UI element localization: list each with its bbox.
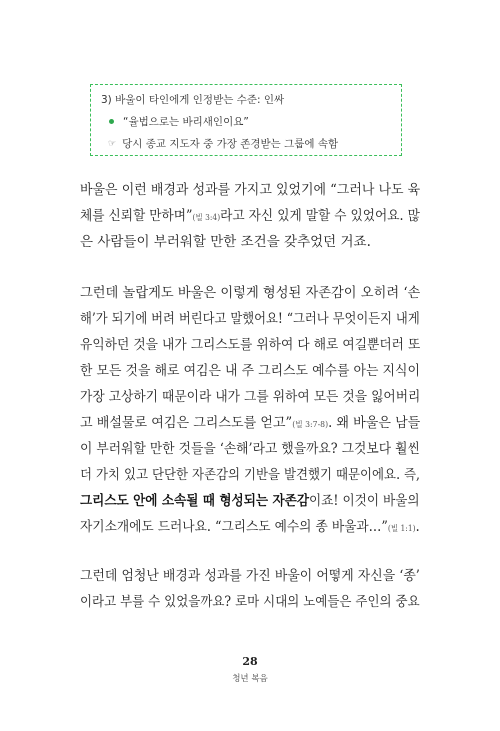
text-line: 이라고 부를 수 있었을까요? 로마 시대의 노예들은 주인의 중요 [80, 594, 420, 610]
text-line: 체를 신뢰할 만하며”(빌 3:4)라고 자신 있게 말할 수 있었어요. 많 [80, 208, 420, 224]
text-line: 고 배설물로 여김은 그리스도를 얻고”(빌 3:7-8). 왜 바울은 남들 [80, 415, 421, 431]
text-line: 자기소개에도 드러나요. “그리스도 예수의 종 바울과…”(빌 1:1). [80, 519, 420, 535]
text-line: 바울은 이런 배경과 성과를 가지고 있었기에 “그러나 나도 육 [80, 182, 421, 198]
green-bullet-icon [109, 119, 114, 124]
text-line: 해’가 되기에 버려 버린다고 말했어요! “그러나 무엇이든지 내게 [80, 311, 420, 327]
text-line: 더 가치 있고 단단한 자존감의 기반을 발견했기 때문이에요. 즉, [80, 467, 420, 483]
verse-reference: (빌 3:7-8) [292, 420, 329, 429]
text-line: 이 부러워할 만한 것들을 ‘손해’라고 했을까요? 그것보다 훨씬 [80, 441, 420, 457]
callout-bullet-item: “율법으로는 바리새인이요” [109, 114, 249, 129]
pointing-hand-icon: ☞ [108, 138, 117, 149]
text-line: 그리스도 안에 소속될 때 형성되는 자존감이죠! 이것이 바울의 [80, 493, 420, 509]
text-line: 한 모든 것을 해로 여김은 내 주 그리스도 예수를 아는 지식이 [80, 363, 420, 379]
text-line: 가장 고상하기 때문이라 내가 그를 위하여 모든 것을 잃어버리 [80, 389, 421, 405]
text-line: 그런데 엄청난 배경과 성과를 가진 바울이 어떻게 자신을 ‘종’ [80, 568, 420, 584]
page-number: 28 [242, 655, 258, 668]
text-line: 그런데 놀랍게도 바울은 이렇게 형성된 자존감이 오히려 ‘손 [80, 285, 421, 301]
text-line: 은 사람들이 부러워할 만한 조건을 갖추었던 거죠. [80, 234, 371, 250]
verse-reference: (빌 3:4) [192, 213, 221, 222]
book-title: 청년 복음 [232, 674, 268, 684]
callout-heading: 3) 바울이 타인에게 인정받는 수준: 인싸 [101, 94, 285, 106]
verse-reference: (빌 1:1) [387, 524, 416, 533]
text-line: 유익하던 것을 내가 그리스도를 위하여 다 해로 여길뿐더러 또 [80, 337, 421, 353]
emphasis-text: 그리스도 안에 소속될 때 형성되는 자존감 [80, 493, 310, 509]
callout-note: ☞ 당시 종교 지도자 중 가장 존경받는 그룹에 속함 [108, 138, 339, 150]
callout-box [90, 84, 402, 156]
